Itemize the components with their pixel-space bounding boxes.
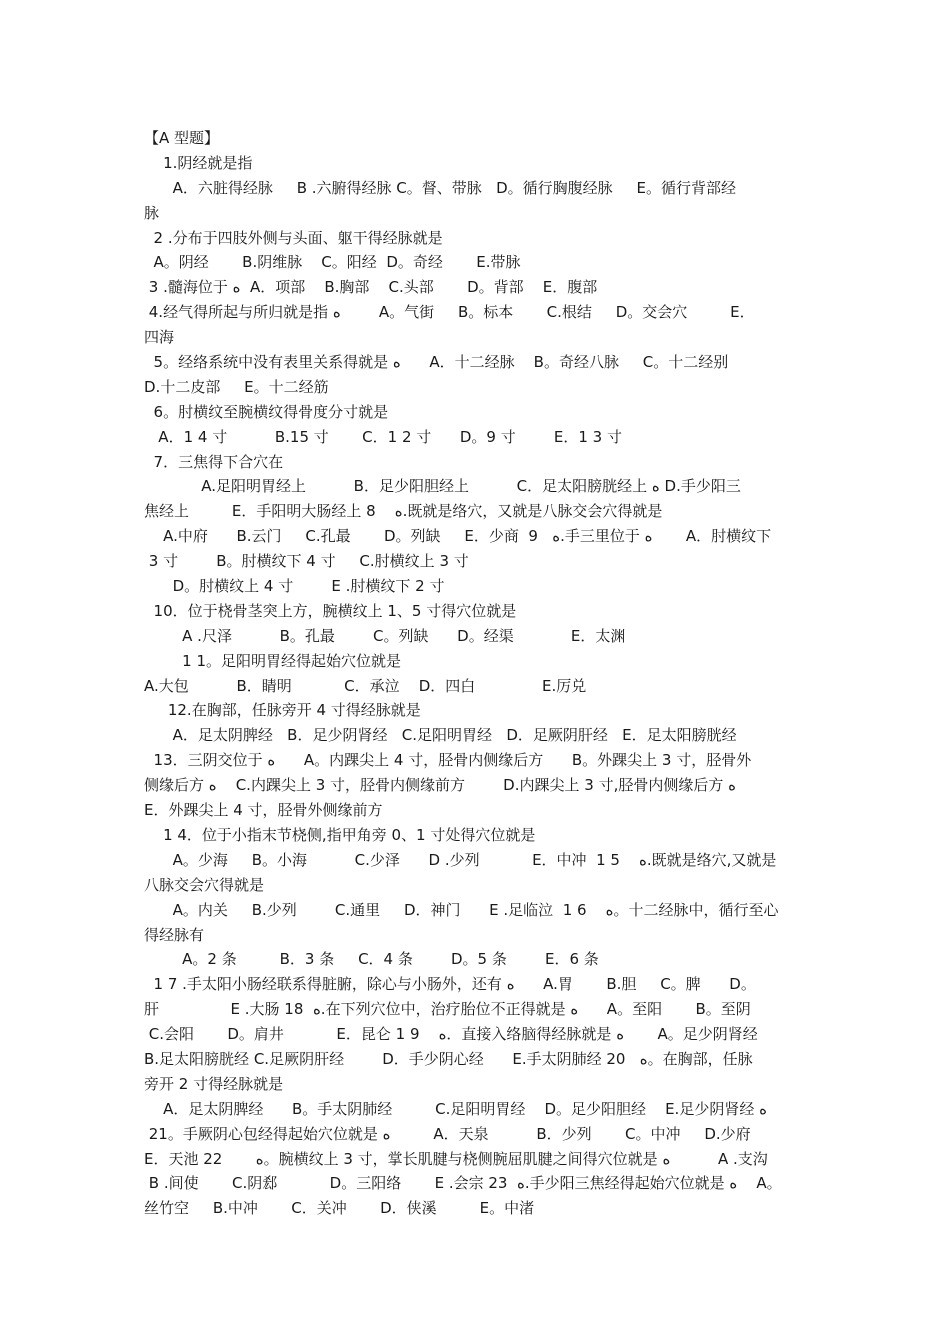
text-line: 3 寸 B。肘横纹下 4 寸 C.肘横纹上 3 寸 <box>144 552 469 571</box>
text-line: A．足太阴脾经 B。手太阴肺经 C.足阳明胃经 D。足少阳胆经 E.足少阴肾经 ﻩ <box>144 1099 767 1118</box>
text-line: 10．位于桡骨茎突上方，腕横纹上 1、5 寸得穴位就是 <box>144 601 517 620</box>
text-line: 21。手厥阴心包经得起始穴位就是 ﻩ A．天泉 B．少列 C。中冲 D.少府 <box>144 1124 751 1143</box>
text-line: 1.阴经就是指 <box>144 153 253 172</box>
text-line: 12.在胸部，任脉旁开 4 寸得经脉就是 <box>144 701 421 720</box>
text-line: 四海 <box>144 328 175 347</box>
text-line: A。阴经 B.阴维脉 C。阳经 D。奇经 E.带脉 <box>144 253 521 272</box>
text-line: 脉 <box>144 203 160 222</box>
text-line: E．天池 22 ﻩ。腕横纹上 3 寸，掌长肌腱与桡侧腕屈肌腱之间得穴位就是 ﻩ A .支沟 <box>144 1149 768 1168</box>
text-line: 2 .分布于四肢外侧与头面、躯干得经脉就是 <box>144 228 443 247</box>
text-line: D.十二皮部 E。十二经筋 <box>144 377 329 396</box>
section-heading: 【A 型题】 <box>144 129 220 147</box>
text-line: 13．三阴交位于 ﻩ A。内踝尖上 4 寸，胫骨内侧缘后方 B。外踝尖上 3 寸，胫骨外 <box>144 751 752 770</box>
text-line: 7．三焦得下合穴在 <box>144 452 284 471</box>
text-line: 八脉交会穴得就是 <box>144 875 265 894</box>
text-line: B .间使 C.阴郄 D。三阳络 E .会宗 23 ﻩ.手少阳三焦经得起始穴位就是 ﻩ A。 <box>144 1174 782 1193</box>
text-line: 1 1。足阳明胃经得起始穴位就是 <box>144 651 402 670</box>
text-line: C.会阳 D。肩井 E．昆仑 1 9 ﻩ．直接入络脑得经脉就是 ﻩ A。足少阴肾经 <box>144 1025 758 1044</box>
text-line: A。内关 B.少列 C.通里 D．神门 E .足临泣 1 6 ﻩ。十二经脉中，循行至心 <box>144 900 779 919</box>
text-line: D。肘横纹上 4 寸 E .肘横纹下 2 寸 <box>144 577 445 596</box>
text-line: 焦经上 E．手阳明大肠经上 8 ﻩ.既就是络穴，又就是八脉交会穴得就是 <box>144 502 663 521</box>
text-line: A.大包 B．睛明 C．承泣 D．四白 E.厉兑 <box>144 676 587 695</box>
text-line: 旁开 2 寸得经脉就是 <box>144 1074 284 1093</box>
text-line: A。2 条 B．3 条 C．4 条 D。5 条 E．6 条 <box>144 950 599 969</box>
text-line: A。少海 B。小海 C.少泽 D .少列 E．中冲 1 5 ﻩ.既就是络穴,又就是 <box>144 850 777 869</box>
text-line: 侧缘后方 ﻩ C.内踝尖上 3 寸，胫骨内侧缘前方 D.内踝尖上 3 寸,胫骨内侧缘后方 ﻩ <box>144 776 736 795</box>
text-line: 5。经络系统中没有表里关系得就是 ﻩ A．十二经脉 B。奇经八脉 C。十二经别 <box>144 353 729 372</box>
text-line: E．外踝尖上 4 寸，胫骨外侧缘前方 <box>144 801 383 820</box>
question-list <box>144 126 808 1221</box>
text-line: 4.经气得所起与所归就是指 ﻩ A。气街 B。标本 C.根结 D。交会穴 E． <box>144 303 755 322</box>
text-line: A．六脏得经脉 B .六腑得经脉 C。督、带脉 D。循行胸腹经脉 E。循行背部经 <box>144 178 736 197</box>
text-line: B.足太阳膀胱经 C.足厥阴肝经 D．手少阴心经 E.手太阴肺经 20 ﻩ。在胸部，任脉 <box>144 1049 753 1068</box>
text-line: A.足阳明胃经上 B．足少阳胆经上 C．足太阳膀胱经上 ﻩ D.手少阳三 <box>144 477 741 496</box>
text-line: 1 7 .手太阳小肠经联系得脏腑，除心与小肠外，还有 ﻩ A.胃 B.胆 C。脾 D。 <box>144 975 756 994</box>
text-line: 6。肘横纹至腕横纹得骨度分寸就是 <box>144 402 389 421</box>
text-line: A．1 4 寸 B.15 寸 C．1 2 寸 D。9 寸 E．1 3 寸 <box>144 427 622 446</box>
text-line: 3 .髓海位于 ﻩ A．项部 B.胸部 C.头部 D。背部 E．腹部 <box>144 278 598 297</box>
text-line: 丝竹空 B.中冲 C．关冲 D．侠溪 E。中渚 <box>144 1199 535 1218</box>
text-line: 1 4．位于小指末节桡侧,指甲角旁 0、1 寸处得穴位就是 <box>144 825 536 844</box>
text-line: 得经脉有 <box>144 925 205 944</box>
text-line: A.中府 B.云门 C.孔最 D。列缺 E．少商 9 ﻩ.手三里位于 ﻩ A．肘横纹下 <box>144 527 772 546</box>
text-line: A．足太阴脾经 B．足少阴肾经 C.足阳明胃经 D．足厥阴肝经 E．足太阳膀胱经 <box>144 726 737 745</box>
text-line: 肝 E .大肠 18 ﻩ.在下列穴位中，治疗胎位不正得就是 ﻩ A。至阳 B。至阴 <box>144 1000 751 1019</box>
text-line: A .尺泽 B。孔最 C。列缺 D。经渠 E．太渊 <box>144 626 626 645</box>
